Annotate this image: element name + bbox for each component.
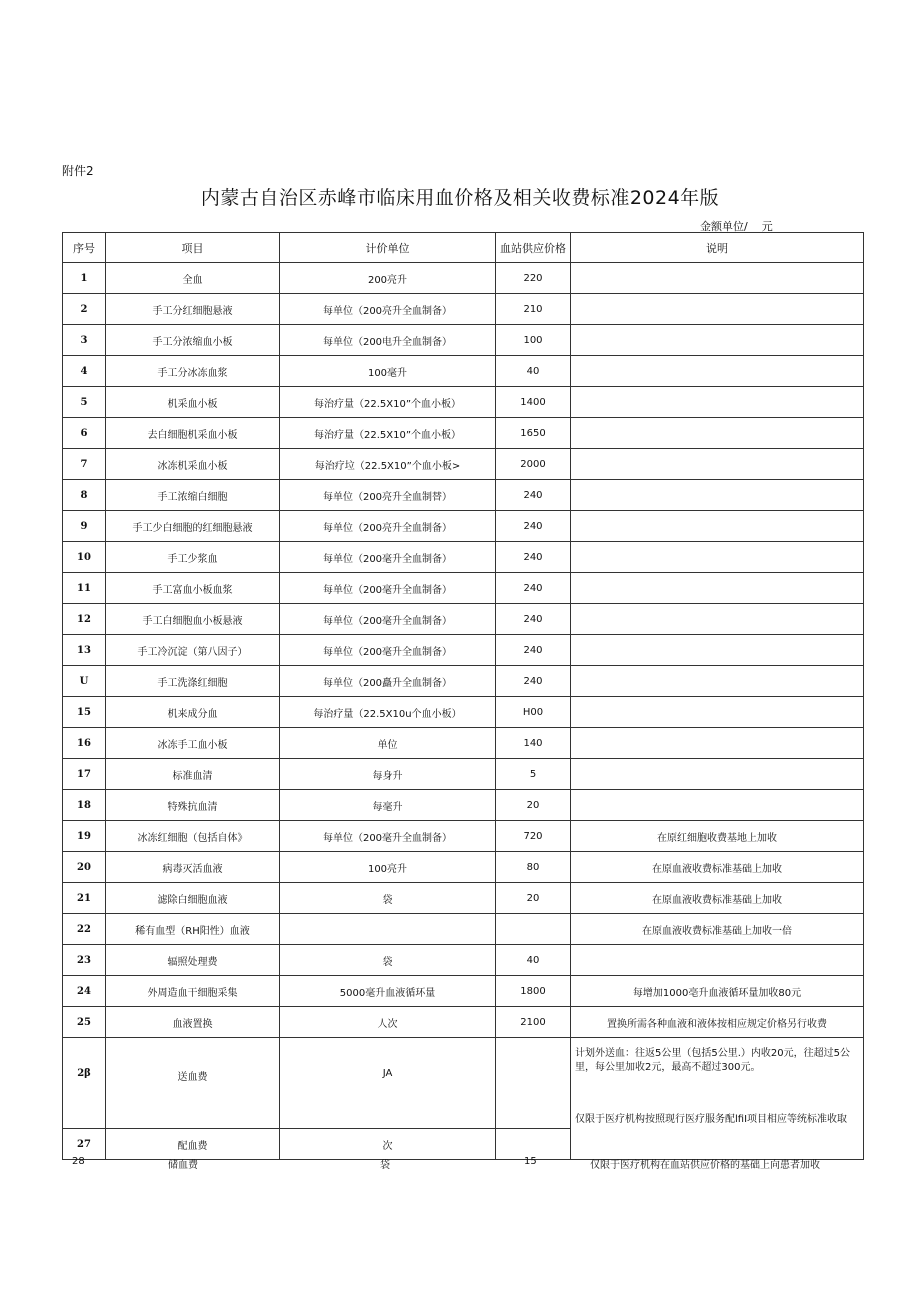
table-body	[63, 263, 864, 1038]
cell-price: 100	[496, 325, 571, 356]
cell-price: 240	[496, 604, 571, 635]
unit-value: 元	[761, 220, 773, 233]
table-row	[63, 387, 864, 418]
cell-item: 标准血清	[106, 759, 280, 790]
table-row	[63, 914, 864, 945]
table-row	[63, 480, 864, 511]
cell-unit: 每单位（200毫升全血制备）	[280, 542, 496, 573]
cell-unit	[280, 914, 496, 945]
cell-seq: 19	[63, 821, 106, 852]
cell-note	[571, 294, 864, 325]
cell-price: 240	[496, 480, 571, 511]
cell-price: 240	[496, 511, 571, 542]
header-note: 说明	[571, 233, 864, 263]
cell-seq: 2	[63, 294, 106, 325]
cell-unit: 200亮升	[280, 263, 496, 294]
cell-seq: 5	[63, 387, 106, 418]
cell-note	[571, 635, 864, 666]
cell-seq: 4	[63, 356, 106, 387]
cell-unit: 单位	[280, 728, 496, 759]
cell-seq: U	[63, 666, 106, 697]
cell-price: 40	[496, 356, 571, 387]
cell-price: 240	[496, 635, 571, 666]
cell-item: 手工白细胞血小板悬液	[106, 604, 280, 635]
cell-unit: 每单位（200亮升全血制替）	[280, 480, 496, 511]
cell-unit: 袋	[280, 883, 496, 914]
cell-seq: 7	[63, 449, 106, 480]
cell-price: 2100	[496, 1007, 571, 1038]
cell-unit: 每治疗量（22.5X10”个血小板）	[280, 387, 496, 418]
table-row	[63, 945, 864, 976]
cell-note: 在原红细胞收费基地上加收	[571, 821, 864, 852]
table-row	[63, 976, 864, 1007]
table-row	[63, 635, 864, 666]
cell-note: 每增加1000亳升血液循环量加收80元	[571, 976, 864, 1007]
price-table	[62, 232, 864, 1160]
cell-item: 冰冻机采血小板	[106, 449, 280, 480]
table-row	[63, 666, 864, 697]
cell-item: 机采血小板	[106, 387, 280, 418]
cell-note	[571, 480, 864, 511]
cell-seq: 23	[63, 945, 106, 976]
cell-seq: 18	[63, 790, 106, 821]
cell-item: 手工分浓缩血小板	[106, 325, 280, 356]
header-item: 项目	[106, 233, 280, 263]
cell-unit: 每单位（200毫升全血制备）	[280, 604, 496, 635]
cell-seq: 10	[63, 542, 106, 573]
table-row	[63, 883, 864, 914]
cell-unit: 每单位（200毫升全血制备）	[280, 635, 496, 666]
table-row	[63, 852, 864, 883]
cell-seq: 25	[63, 1007, 106, 1038]
row28-price: 15	[524, 1156, 537, 1167]
cell-item: 手工少浆血	[106, 542, 280, 573]
cell-price: 40	[496, 945, 571, 976]
cell-item: 特殊抗血清	[106, 790, 280, 821]
cell-item: 去白细胞机采血小板	[106, 418, 280, 449]
header-unit: 计价单位	[280, 233, 496, 263]
row26-note-2: 仅限于医疗机构按照现行医疗服务配lfiI项目相应等统标准收取	[571, 1083, 864, 1128]
cell-unit: 每治疗垃（22.5X10”个血小板>	[280, 449, 496, 480]
row27-item: 配血费	[106, 1129, 280, 1160]
cell-seq: 11	[63, 573, 106, 604]
table-row	[63, 263, 864, 294]
table-row	[63, 294, 864, 325]
cell-unit: 每单位（200亮升全血制备）	[280, 511, 496, 542]
cell-item: 外周造血干细胞采集	[106, 976, 280, 1007]
cell-price: 1800	[496, 976, 571, 1007]
cell-note	[571, 759, 864, 790]
cell-item: 病毒灭活血液	[106, 852, 280, 883]
cell-unit: 100毫升	[280, 356, 496, 387]
cell-item: 手工分红细胞悬液	[106, 294, 280, 325]
row27-unit: 次	[280, 1129, 496, 1160]
cell-unit: 每治疗量（22.5X10”个血小板）	[280, 418, 496, 449]
row26-seq: 2β	[63, 1038, 106, 1129]
cell-unit: 袋	[280, 945, 496, 976]
cell-price: 210	[496, 294, 571, 325]
cell-price: 80	[496, 852, 571, 883]
row28-note: 仅限于医疗机构在血站供应价格的基础上向患者加收	[590, 1160, 820, 1171]
cell-price: 20	[496, 790, 571, 821]
cell-seq: 24	[63, 976, 106, 1007]
row26-note: 计划外送血：往返5公里（包括5公里.）内收20元，往超过5公里，每公里加收2元，最高不超过300元。	[571, 1038, 864, 1084]
table-row	[63, 325, 864, 356]
cell-unit: 5000毫升血液循环量	[280, 976, 496, 1007]
cell-price: 220	[496, 263, 571, 294]
table-row	[63, 1007, 864, 1038]
cell-note	[571, 418, 864, 449]
table-tail	[63, 1038, 864, 1160]
cell-item: 辐照处理费	[106, 945, 280, 976]
cell-seq: 13	[63, 635, 106, 666]
cell-note: 在原血液收费标准基础上加收	[571, 852, 864, 883]
cell-note	[571, 666, 864, 697]
cell-price: 20	[496, 883, 571, 914]
cell-seq: 9	[63, 511, 106, 542]
cell-note	[571, 325, 864, 356]
cell-unit: 人次	[280, 1007, 496, 1038]
cell-item: 血液置换	[106, 1007, 280, 1038]
cell-note	[571, 449, 864, 480]
cell-seq: 22	[63, 914, 106, 945]
cell-price: 5	[496, 759, 571, 790]
row26-item: 送血费	[106, 1038, 280, 1129]
cell-item: 冰冻手工血小板	[106, 728, 280, 759]
cell-unit: 每单位（200矗升全血制备）	[280, 666, 496, 697]
cell-unit: 每毫升	[280, 790, 496, 821]
table-row	[63, 356, 864, 387]
row27-seq: 27	[63, 1129, 106, 1160]
table-row-27	[63, 1129, 864, 1160]
cell-price: 720	[496, 821, 571, 852]
cell-seq: 21	[63, 883, 106, 914]
cell-note	[571, 728, 864, 759]
row28-unit: 袋	[380, 1160, 390, 1171]
cell-item: 手工浓缩白细胞	[106, 480, 280, 511]
table-row	[63, 573, 864, 604]
table-row	[63, 697, 864, 728]
cell-note: 在原血液收费标准基础上加收一倍	[571, 914, 864, 945]
cell-note	[571, 790, 864, 821]
row26-price	[496, 1038, 571, 1129]
cell-price: 1650	[496, 418, 571, 449]
page-title: 内蒙古自治区赤峰市临床用血价格及相关收费标准2024年版	[200, 187, 720, 209]
cell-price: 240	[496, 666, 571, 697]
cell-item: 滤除白细胞血液	[106, 883, 280, 914]
cell-item: 稀有血型（RH阳性）血液	[106, 914, 280, 945]
unit-label: 金额单位	[700, 220, 744, 233]
table-row	[63, 604, 864, 635]
table-row	[63, 449, 864, 480]
cell-note	[571, 263, 864, 294]
table-row	[63, 418, 864, 449]
cell-seq: 6	[63, 418, 106, 449]
cell-note	[571, 542, 864, 573]
cell-price: 2000	[496, 449, 571, 480]
cell-unit: 每单位（200毫升全血制备）	[280, 821, 496, 852]
cell-item: 手工分冰冻血浆	[106, 356, 280, 387]
cell-seq: 15	[63, 697, 106, 728]
cell-item: 全血	[106, 263, 280, 294]
cell-note	[571, 356, 864, 387]
cell-item: 机来成分血	[106, 697, 280, 728]
row27-note	[571, 1129, 864, 1160]
table-row	[63, 511, 864, 542]
cell-unit: 每单位（200亮升全血制备）	[280, 294, 496, 325]
cell-note: 在原血液收费标准基础上加收	[571, 883, 864, 914]
cell-note	[571, 945, 864, 976]
cell-item: 手工少白细胞的红细胞悬液	[106, 511, 280, 542]
cell-note	[571, 697, 864, 728]
table-row	[63, 821, 864, 852]
cell-unit: 每治疗量（22.5X10u个血小板）	[280, 697, 496, 728]
cell-item: 手工富血小板血浆	[106, 573, 280, 604]
attachment-label: 附件2	[62, 164, 94, 178]
cell-seq: 17	[63, 759, 106, 790]
cell-price: 240	[496, 573, 571, 604]
cell-note: 置换所需各种血液和液体按相应规定价格另行收费	[571, 1007, 864, 1038]
table-row	[63, 542, 864, 573]
header-seq: 序号	[63, 233, 106, 263]
table-row	[63, 759, 864, 790]
cell-item: 手工洗涤红细胞	[106, 666, 280, 697]
cell-unit: 每单位（200电升全血制备）	[280, 325, 496, 356]
currency-unit: 金额单位/ 元	[700, 220, 773, 233]
cell-note	[571, 573, 864, 604]
row28-item: 储血费	[168, 1160, 198, 1171]
cell-seq: 8	[63, 480, 106, 511]
cell-note	[571, 511, 864, 542]
cell-item: 手工冷沉淀（第八因子）	[106, 635, 280, 666]
cell-unit: 每单位（200毫升全血制备）	[280, 573, 496, 604]
cell-price: 140	[496, 728, 571, 759]
table-row	[63, 790, 864, 821]
cell-seq: 20	[63, 852, 106, 883]
cell-seq: 12	[63, 604, 106, 635]
table-header-row	[63, 233, 864, 263]
cell-unit: 每身升	[280, 759, 496, 790]
row27-price	[496, 1129, 571, 1160]
table-row-26	[63, 1038, 864, 1084]
cell-unit: 100亮升	[280, 852, 496, 883]
cell-seq: 16	[63, 728, 106, 759]
cell-price: 240	[496, 542, 571, 573]
cell-note	[571, 604, 864, 635]
header-price: 血站供应价格	[496, 233, 571, 263]
row28-seq: 28	[72, 1156, 85, 1167]
cell-note	[571, 387, 864, 418]
cell-price	[496, 914, 571, 945]
table-row	[63, 728, 864, 759]
cell-item: 冰冻红细胞（包括自体》	[106, 821, 280, 852]
cell-seq: 3	[63, 325, 106, 356]
cell-price: H00	[496, 697, 571, 728]
row26-unit: JA	[280, 1038, 496, 1129]
cell-seq: 1	[63, 263, 106, 294]
cell-price: 1400	[496, 387, 571, 418]
